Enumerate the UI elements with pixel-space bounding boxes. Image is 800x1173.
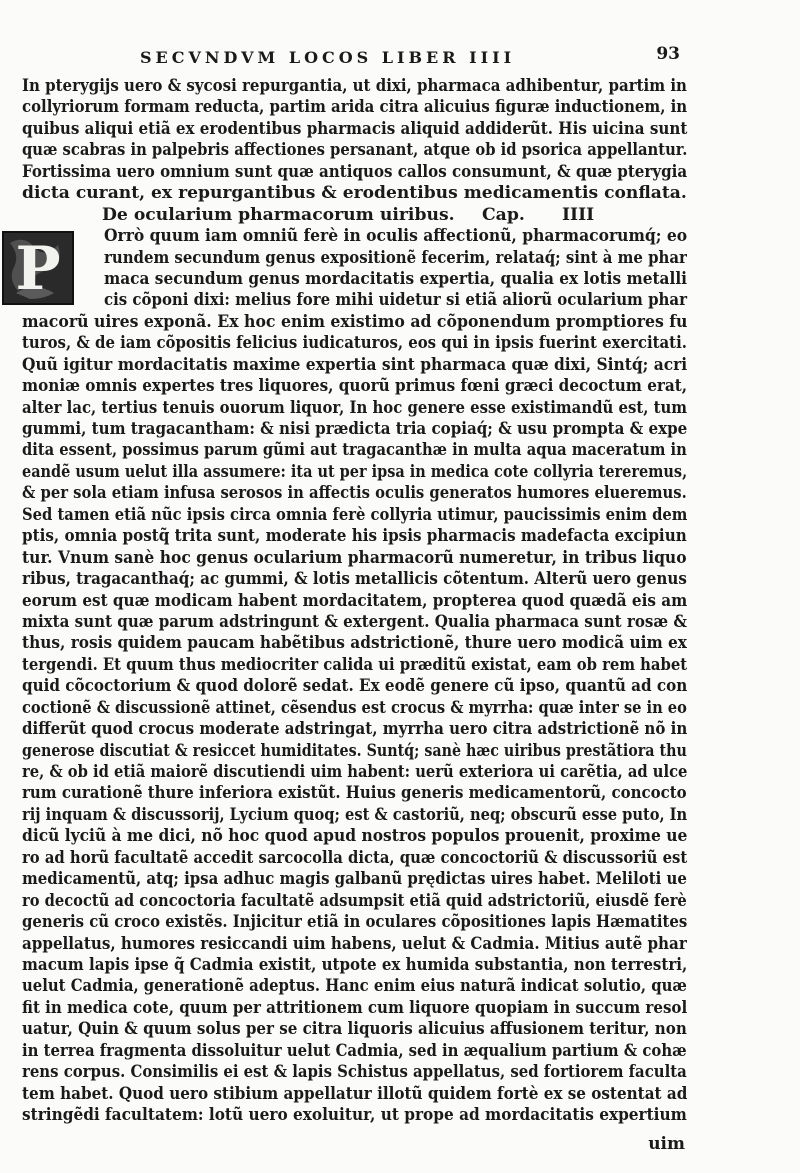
text-line: Quũ igitur mordacitatis maxime expertia sint pharmaca quæ dixi, Sintq́; acri	[22, 354, 688, 375]
text-line: collyriorum formam reducta, partim arida citra alicuius figuræ inductionem, in	[22, 97, 688, 118]
text-line: rij inquam & discussorij, Lycium quoq; est & castoriũ, neq; obscurũ esse puto, In	[22, 804, 688, 825]
text-line: in terrea fragmenta dissoluitur uelut Cadmia, sed in æqualium partium & cohæ	[22, 1040, 687, 1061]
text-line: Orrò quum iam omniũ ferè in oculis affectionũ, pharmacorumq́; eo	[104, 226, 688, 247]
text-line: medicamentũ, atq; ipsa adhuc magis galbanũ prędictas uires habet. Meliloti ue	[22, 869, 687, 890]
text-line: stringẽdi facultatem: lotũ uero exoluitur, ut prope ad mordacitatis expertium	[22, 1105, 687, 1125]
text-line: eorum est quæ modicam habent mordacitatem, propterea quod quædã eis am	[22, 590, 688, 611]
text-line: tur. Vnum sanè hoc genus ocularium pharmacorũ numeretur, in tribus liquo	[22, 547, 687, 568]
text-line: In pterygijs uero & sycosi repurgantia, ut dixi, pharmaca adhibentur, partim in	[22, 76, 687, 96]
text-line: cis cõponi dixi: melius fore mihi uidetur si etiã aliorũ ocularium phar	[104, 290, 687, 311]
text-line: dita essent, possimus parum gũmi aut tragacanthæ in multa aqua maceratum in	[22, 440, 687, 461]
text-line: generose discutiat & resiccet humiditates. Suntq́; sanè hæc uiribus prestãtiora thu	[22, 740, 687, 761]
text-line: generis cũ croco existẽs. Injicitur etiã in oculares cõpositiones lapis Hæmatites	[22, 912, 688, 933]
text-line: thus, rosis quidem paucam habẽtibus adstrictionẽ, thure uero modicã uim ex	[22, 633, 687, 654]
text-line: tem habet. Quod uero stibium appellatur illotũ quidem fortè ex se ostentat ad	[22, 1083, 688, 1104]
text-line: quæ scabras in palpebris affectiones persanant, atque ob id psorica appellantur.	[22, 140, 688, 161]
text-line: ribus, tragacanthaq́; ac gummi, & lotis metallicis cõtentum. Alterũ uero genus	[22, 569, 687, 590]
text-line: alter lac, tertius tenuis ouorum liquor, In hoc genere esse existimandũ est, tum	[22, 397, 688, 418]
chapter-title: De ocularium pharmacorum uiribus.	[102, 204, 455, 225]
chapter-label: Cap.	[482, 204, 525, 225]
text-line: quid cõcoctorium & quod dolorẽ sedat. Ex eodẽ genere cũ ipso, quantũ ad con	[22, 676, 688, 697]
opening-paragraph	[22, 76, 687, 205]
text-line: maca secundum genus mordacitatis expertia, qualia ex lotis metalli	[104, 268, 687, 289]
text-line: Fortissima uero omnium sunt quæ antiquos callos consumunt, & quæ pterygia	[22, 161, 688, 182]
text-line: re, & ob id etiã maiorẽ discutiendi uim habent: uerũ exteriora ui carẽtia, ad ulce	[22, 762, 688, 782]
text-line: ro ad horũ facultatẽ accedit sarcocolla dicta, quæ concoctoriũ & discussoriũ est	[22, 847, 688, 868]
text-line: rum curationẽ thure inferiora existũt. Huius generis medicamentorũ, concocto	[22, 783, 687, 804]
text-line: ptis, omnia postq̃ trita sunt, moderate his ipsis pharmacis madefacta excipiun	[22, 526, 687, 547]
text-line: fit in medica cote, quum per attritionem cum liquore quopiam in succum resol	[22, 997, 688, 1018]
text-line: moniæ omnis expertes tres liquores, quorũ primus fœni græci decoctum erat,	[22, 376, 688, 397]
text-line: mixta sunt quæ parum adstringunt & extergent. Qualia pharmaca sunt rosæ &	[22, 611, 687, 632]
text-line: dicta curant, ex repurgantibus & erodentibus medicamentis conflata.	[22, 183, 687, 204]
text-line: uelut Cadmia, generationẽ adeptus. Hanc enim eius naturã indicat solutio, quæ	[22, 976, 687, 997]
text-line: coctionẽ & discussionẽ attinet, cẽsendus est crocus & myrrha: quæ inter se in eo	[22, 697, 687, 718]
page-number: 93	[656, 44, 680, 64]
text-line: uatur, Quin & quum solus per se citra liquoris alicuius affusionem teritur, non	[22, 1019, 687, 1040]
text-line: Sed tamen etiã nũc ipsis circa omnia ferè collyria utimur, paucissimis enim dem	[22, 504, 688, 525]
chapter-heading	[22, 205, 687, 226]
running-title: SECVNDVM LOCOS LIBER IIII	[140, 48, 516, 67]
text-line: macorũ uires exponã. Ex hoc enim existimo ad cõponendum promptiores fu	[22, 311, 688, 332]
catchword: uim	[648, 1134, 685, 1154]
text-body	[22, 76, 687, 1126]
text-line: quibus aliqui etiã ex erodentibus pharmacis aliquid addiderũt. His uicina sunt	[22, 118, 688, 139]
text-line: & per sola etiam infusa serosos in affectis oculis generatos humores elueremus.	[22, 483, 687, 504]
text-line: eandẽ usum uelut illa assumere: ita ut per ipsa in medica cote collyria tereremus,	[22, 461, 688, 482]
text-line: differũt quod crocus moderate adstringat, myrrha uero citra adstrictionẽ nõ in	[22, 719, 688, 740]
text-line: ro decoctũ ad concoctoria facultatẽ adsumpsit etiã quid adstrictoriũ, eiusdẽ ferè	[22, 890, 687, 911]
text-line: rens corpus. Consimilis ei est & lapis Schistus appellatus, sed fortiorem faculta	[22, 1062, 687, 1083]
text-line: dicũ lyciũ à me dici, nõ hoc quod apud nostros populos prouenit, proxime ue	[22, 826, 688, 847]
text-line: appellatus, humores resiccandi uim habens, uelut & Cadmia. Mitius autẽ phar	[22, 933, 687, 954]
initial-letter: P	[15, 234, 61, 303]
page-header	[140, 44, 680, 74]
text-line: rundem secundum genus expositionẽ fecerim, relataq́; sint à me phar	[104, 247, 687, 268]
text-line: turos, & de iam cõpositis felicius iudicaturos, eos qui in ipsis fuerint exercitati.	[22, 333, 687, 354]
chapter-number: IIII	[562, 204, 595, 225]
text-line: tergendi. Et quum thus mediocriter calida ui præditũ existat, eam ob rem habet	[22, 654, 688, 675]
text-line: gummi, tum tragacantham: & nisi prædicta tria copiaq́; & usu prompta & expe	[22, 419, 688, 439]
main-paragraph	[22, 312, 687, 1127]
text-line: macum lapis ipse q̃ Cadmia existit, utpote ex humida substantia, non terrestri,	[22, 954, 688, 975]
indented-lines	[22, 226, 687, 312]
